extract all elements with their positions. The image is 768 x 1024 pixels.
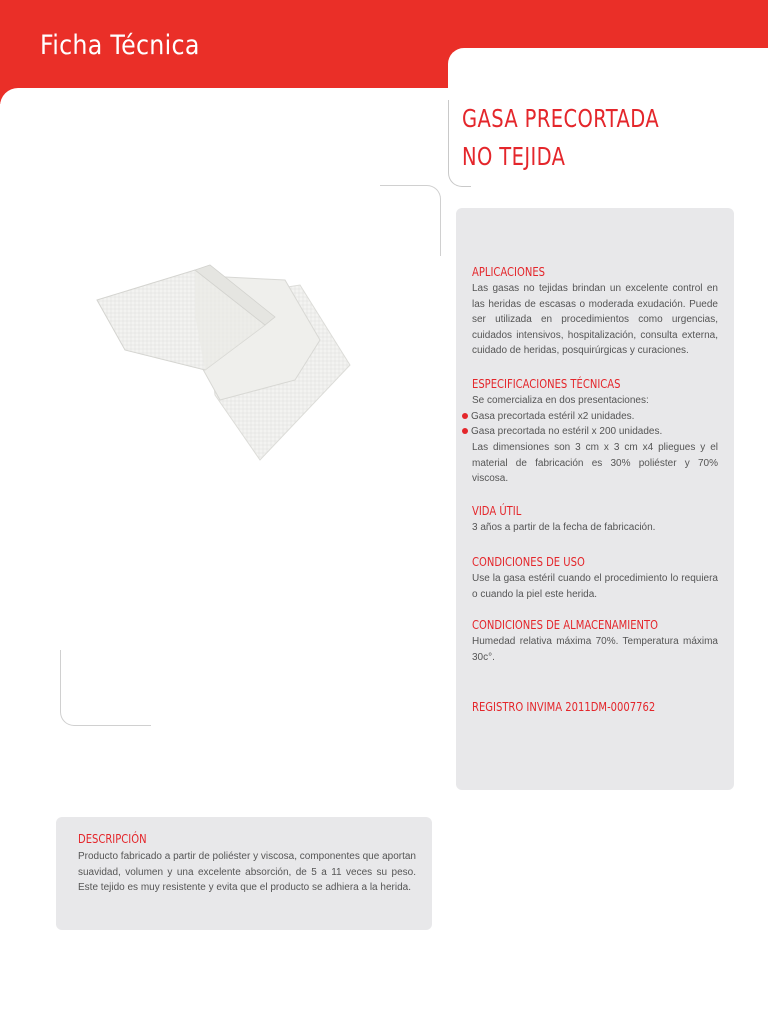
product-title-line1: GASA PRECORTADA <box>462 104 660 133</box>
especificaciones-bullet-1 <box>462 409 634 425</box>
especificaciones-bullet-2 <box>462 424 662 440</box>
product-title <box>462 100 665 176</box>
product-title-line2: NO TEJIDA <box>462 142 566 171</box>
almacenamiento-text: Humedad relativa máxima 70%. Temperatura máxima 30c°. <box>472 636 718 663</box>
aplicaciones-heading: APLICACIONES <box>472 264 545 279</box>
bullet-dot-icon <box>462 428 468 434</box>
vida-util-text: 3 años a partir de la fecha de fabricación. <box>472 522 656 533</box>
bullet-text: Gasa precortada estéril x2 unidades. <box>471 411 635 422</box>
header-curve-left <box>0 88 448 128</box>
almacenamiento-heading: CONDICIONES DE ALMACENAMIENTO <box>472 617 658 632</box>
condiciones-uso-text: Use la gasa estéril cuando el procedimiento lo requiera o cuando la piel este herida. <box>472 573 718 600</box>
especificaciones-text: Las dimensiones son 3 cm x 3 cm x4 pliegues y el material de fabricación es 30% poliéster y 70% viscosa. <box>472 442 718 484</box>
registro-invima: REGISTRO INVIMA 2011DM-0007762 <box>472 699 656 714</box>
aplicaciones-text: Las gasas no tejidas brindan un excelente control en las heridas de escasas o moderada exudación. Puede ser utilizada en procedimientos como urgencias, cuidados intensivos, hospitalización, consulta externa, cuidado de heridas, posquirúrgicas y curaciones. <box>472 283 718 356</box>
gauze-product-image <box>85 255 370 470</box>
condiciones-uso-heading: CONDICIONES DE USO <box>472 554 585 569</box>
vida-util-heading: VIDA ÚTIL <box>472 503 522 518</box>
image-frame-top <box>380 185 441 256</box>
bullet-dot-icon <box>462 413 468 419</box>
especificaciones-intro: Se comercializa en dos presentaciones: <box>472 395 649 406</box>
page-title: Ficha Técnica <box>40 30 200 61</box>
image-frame-bottom <box>60 650 151 726</box>
bullet-text: Gasa precortada no estéril x 200 unidades. <box>471 426 663 437</box>
description-text: Producto fabricado a partir de poliéster y viscosa, componentes que aportan suavidad, volumen y una excelente absorción, de 5 a 11 veces su peso. Este tejido es muy resistente y evita que el producto se adhiera a la herida. <box>78 851 416 893</box>
especificaciones-heading: ESPECIFICACIONES TÉCNICAS <box>472 376 621 391</box>
description-heading: DESCRIPCIÓN <box>78 831 147 846</box>
